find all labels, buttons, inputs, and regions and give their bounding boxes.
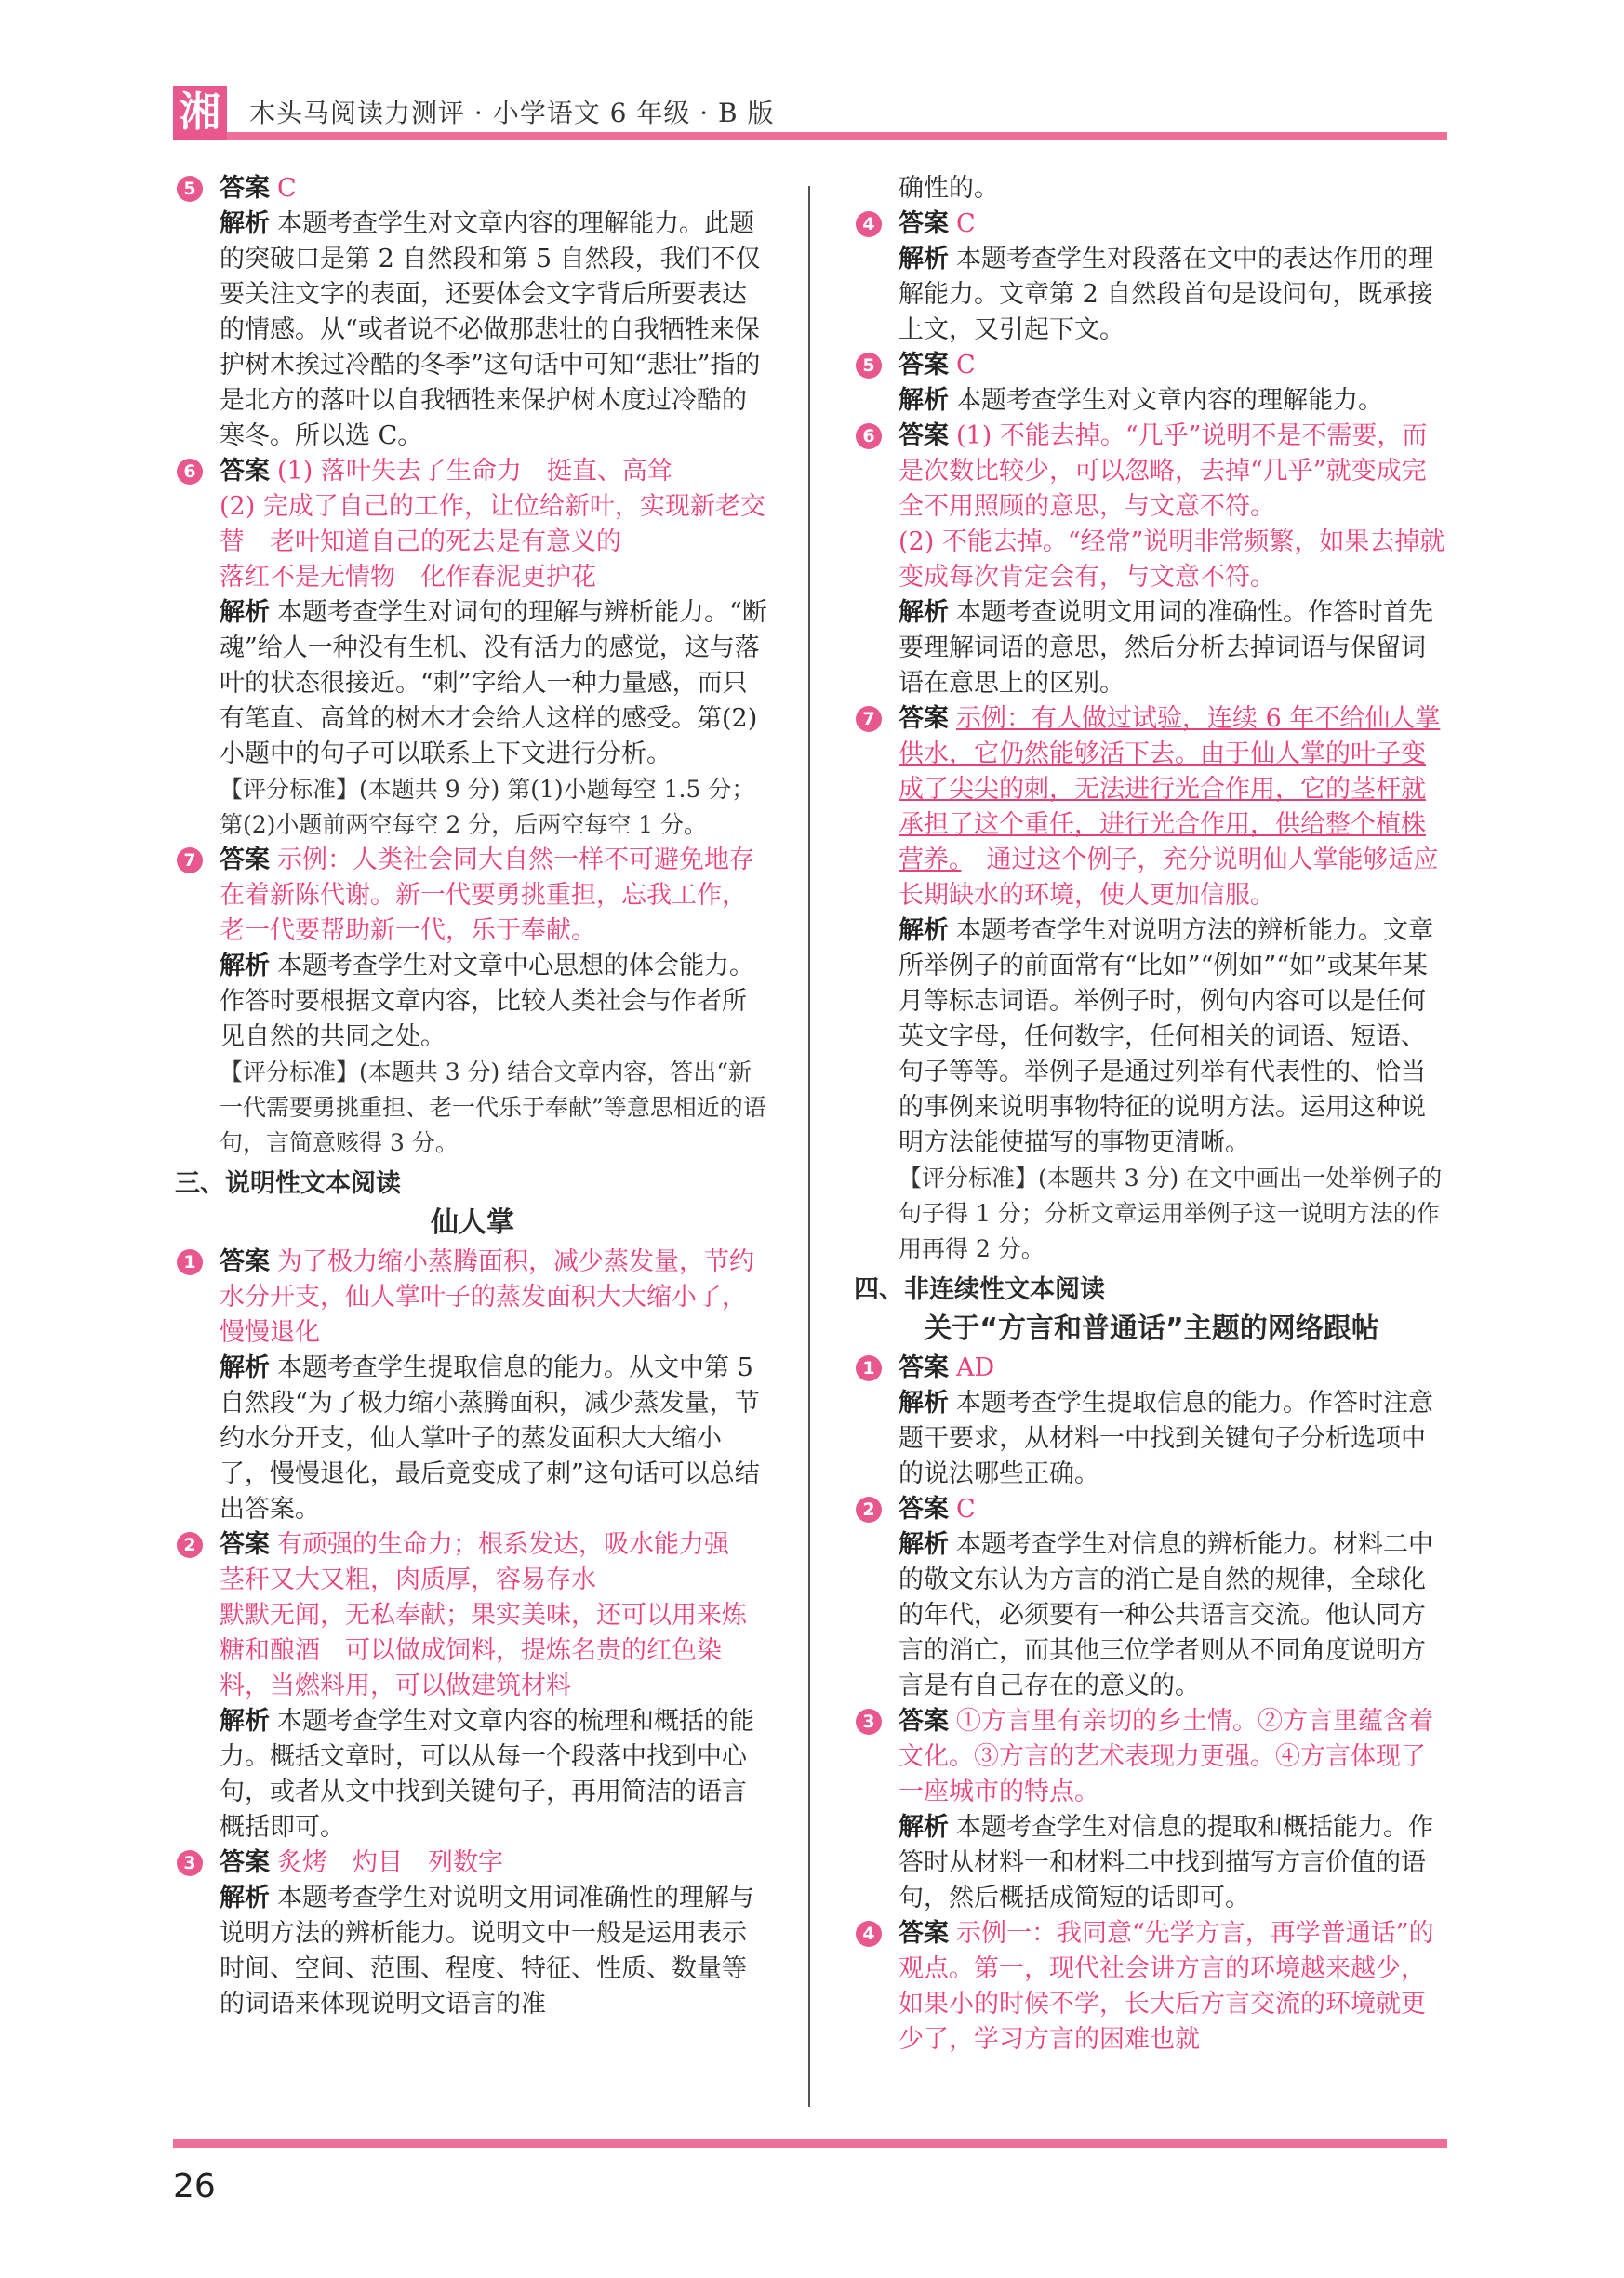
analysis-text: 本题考查学生提取信息的能力。从文中第 5 自然段“为了极力缩小蒸腾面积，减少蒸发量，节约水分开支，仙人掌叶子的蒸发面积大大缩小了，慢慢退化，最后竟变成了刺”这句话可以总结出答案。 [220,1353,760,1524]
page-header [173,86,1447,141]
answer-text: C [956,1495,976,1524]
analysis-text: 本题考查学生对文章内容的梳理和概括的能力。概括文章时，可以从每一个段落中找到中心句，或者从文中找到关键句子，再用简洁的语言概括即可。 [220,1707,754,1842]
question-1 [175,1245,770,1527]
question-number: 6 [856,423,882,449]
answer-text: 炙烤 灼目 列数字 [277,1848,503,1877]
right-column [854,171,1449,2058]
analysis-text: 本题考查学生对信息的辨析能力。材料二中的敬文东认为方言的消亡是自然的规律，全球化的年代，必须要有一种公共语言交流。他认同方言的消亡，而其他三位学者则从不同角度说明方言是有自己存在的意义的。 [899,1530,1433,1700]
answer-label: 答案 [220,846,270,874]
analysis-text: 本题考查学生对文章内容的理解能力。 [956,386,1383,415]
answer-text: C [956,209,976,238]
question-6 [175,454,770,843]
answer-label: 答案 [220,1247,270,1276]
answer-text: ①方言里有亲切的乡土情。②方言里蕴含着文化。③方言的艺术表现力更强。④方言体现了一座城市的特点。 [899,1707,1433,1806]
question-number: 2 [177,1532,203,1558]
answer-text: 默默无闻，无私奉献；果实美味，还可以用来炼糖和酿酒 可以做成饲料，提炼名贵的红色染料，当燃料用，可以做建筑材料 [220,1601,747,1700]
question-4 [854,1916,1449,2058]
answer-text: AD [956,1353,995,1382]
answer-text: (2) 不能去掉。“经常”说明非常频繁，如果去掉就变成每次肯定会有，与文意不符。 [899,527,1445,592]
answer-label: 答案 [899,351,949,380]
analysis-label: 解析 [220,1353,270,1382]
article-title: 关于“方言和普通话”主题的网络跟帖 [924,1312,1379,1345]
question-number: 6 [177,459,203,485]
question-4 [854,206,1449,348]
answer-label: 答案 [899,1919,949,1948]
question-5 [854,348,1449,419]
answer-label: 答案 [899,704,949,733]
question-number: 1 [177,1249,203,1275]
section-heading: 四、非连续性文本阅读 [854,1275,1105,1304]
analysis-label: 解析 [899,1530,949,1559]
answer-text: (2) 完成了自己的工作，让位给新叶，实现新老交替 老叶知道自己的死去是有意义的 [220,492,765,556]
question-3 [175,1845,770,2022]
question-7 [854,701,1449,1267]
header-title: 木头马阅读力测评 · 小学语文 6 年级 · B 版 [249,98,775,128]
answer-text: C [277,174,297,203]
answer-label: 答案 [220,174,270,203]
section-heading: 三、说明性文本阅读 [175,1169,401,1198]
question-7 [175,843,770,1161]
question-number: 2 [856,1497,882,1523]
answer-text: 落红不是无情物 化作春泥更护花 [220,563,596,592]
question-3 [854,1704,1449,1916]
question-number: 4 [856,211,882,237]
answer-label: 答案 [899,1707,949,1736]
question-2 [854,1492,1449,1704]
question-1 [854,1351,1449,1492]
article-title: 仙人掌 [431,1206,514,1239]
answer-label: 答案 [220,457,270,486]
scoring-criteria: 【评分标准】(本题共 9 分) 第(1)小题每空 1.5 分；第(2)小题前两空每空 2 分，后两空每空 1 分。 [220,776,755,838]
answer-text-underlined: 示例：有人做过试验，连续 6 年不给仙人掌供水，它仍然能够活下去。由于仙人掌的叶子变成了尖尖的刺，无法进行光合作用，它的茎杆就承担了这个重任，进行光合作用，供给整个植株营养。 [899,704,1441,874]
answer-text: C [956,351,976,380]
question-number: 5 [177,176,203,202]
footer-rule [173,2139,1447,2148]
page-number: 26 [173,2167,216,2205]
analysis-text: 本题考查说明文用词的准确性。作答时首先要理解词语的意思，然后分析去掉词语与保留词语在意思上的区别。 [899,598,1433,698]
answer-label: 答案 [899,421,949,450]
answer-text: 有顽强的生命力；根系发达，吸水能力强 茎秆又大又粗，肉质厚，容易存水 [220,1530,754,1594]
analysis-label: 解析 [220,1707,270,1736]
analysis-text: 本题考查学生对文章中心思想的体会能力。作答时要根据文章内容，比较人类社会与作者所见自然的共同之处。 [220,952,754,1051]
answer-text: 示例一：我同意“先学方言，再学普通话”的观点。第一，现代社会讲方言的环境越来越少，如果小的时候不学，长大后方言交流的环境就更少了，学习方言的困难也就 [899,1919,1434,2054]
analysis-label: 解析 [220,952,270,980]
question-number: 7 [856,706,882,732]
question-number: 3 [177,1850,203,1876]
answer-text: 示例：人类社会同大自然一样不可避免地存在着新陈代谢。新一代要勇挑重担，忘我工作，老一代要帮助新一代，乐于奉献。 [220,846,754,945]
answer-label: 答案 [899,209,949,238]
analysis-text: 本题考查学生对说明方法的辨析能力。文章所举例子的前面常有“比如”“例如”“如”或某年某月等标志词语。举例子时，例句内容可以是任何英文字母，任何数字，任何相关的词语、短语、句子等等。举例子是通过列举有代表性的、恰当的事例来说明事物特征的说明方法。运用这种说明方法能使描写的事物更清晰。 [899,916,1433,1157]
analysis-text: 本题考查学生对文章内容的理解能力。此题的突破口是第 2 自然段和第 5 自然段，我们不仅要关注文字的表面，还要体会文字背后所要表达的情感。从“或者说不必做那悲壮的自我牺牲来保护树木挨过冷酷的冬季”这句话中可知“悲壮”指的是北方的落叶以自我牺牲来保护树木度过冷酷的寒冬。所以选 C。 [220,209,761,450]
question-number: 1 [856,1355,882,1381]
analysis-label: 解析 [899,386,949,415]
answer-label: 答案 [899,1495,949,1524]
analysis-label: 解析 [899,1813,949,1842]
question-number: 4 [856,1921,882,1947]
scoring-criteria: 【评分标准】(本题共 3 分) 结合文章内容，答出“新一代需要勇挑重担、老一代乐于奉献”等意思相近的语句，言简意赅得 3 分。 [220,1059,766,1156]
analysis-text: 本题考查学生提取信息的能力。作答时注意题干要求，从材料一中找到关键句子分析选项中的说法哪些正确。 [899,1389,1433,1488]
header-rule [227,132,1447,140]
answer-label: 答案 [220,1530,270,1559]
question-number: 7 [177,847,203,873]
analysis-text: 本题考查学生对说明文用词准确性的理解与说明方法的辨析能力。说明文中一般是运用表示时间、空间、范围、程度、特征、性质、数量等的词语来体现说明文语言的准 [220,1884,754,2018]
answer-label: 答案 [899,1353,949,1382]
analysis-label: 解析 [899,916,949,945]
answer-text: (1) 落叶失去了生命力 挺直、高耸 [277,457,672,486]
logo: 湘 [173,86,227,140]
analysis-label: 解析 [899,1389,949,1418]
continued-text: 确性的。 [899,174,999,203]
answer-text: 通过这个例子，充分说明仙人掌能够适应长期缺水的环境，使人更加信服。 [899,846,1439,910]
question-5 [175,171,770,454]
answer-text: (1) 不能去掉。“几乎”说明不是不需要，而是次数比较少，可以忽略，去掉“几乎”就变成完全不用照顾的意思，与文意不符。 [899,421,1428,521]
analysis-text: 本题考查学生对段落在文中的表达作用的理解能力。文章第 2 自然段首句是设问句，既承接上文，又引起下文。 [899,245,1433,344]
question-6 [854,419,1449,701]
question-2 [175,1527,770,1845]
analysis-label: 解析 [220,209,270,238]
answer-label: 答案 [220,1848,270,1877]
answer-text: 为了极力缩小蒸腾面积，减少蒸发量，节约水分开支，仙人掌叶子的蒸发面积大大缩小了，慢慢退化 [220,1247,754,1347]
analysis-label: 解析 [220,598,270,627]
analysis-label: 解析 [899,245,949,273]
scoring-criteria: 【评分标准】(本题共 3 分) 在文中画出一处举例子的句子得 1 分；分析文章运用举例子这一说明方法的作用再得 2 分。 [899,1165,1443,1262]
question-number: 3 [856,1709,882,1735]
analysis-label: 解析 [220,1884,270,1912]
column-divider [808,186,810,2107]
analysis-label: 解析 [899,598,949,627]
left-column [175,171,770,2022]
question-number: 5 [856,353,882,379]
analysis-text: 本题考查学生对词句的理解与辨析能力。“断魂”给人一种没有生机、没有活力的感觉，这与落叶的状态很接近。“刺”字给人一种力量感，而只有笔直、高耸的树木才会给人这样的感受。第(2)小题中的句子可以联系上下文进行分析。 [220,598,767,768]
analysis-text: 本题考查学生对信息的提取和概括能力。作答时从材料一和材料二中找到描写方言价值的语句，然后概括成简短的话即可。 [899,1813,1433,1912]
